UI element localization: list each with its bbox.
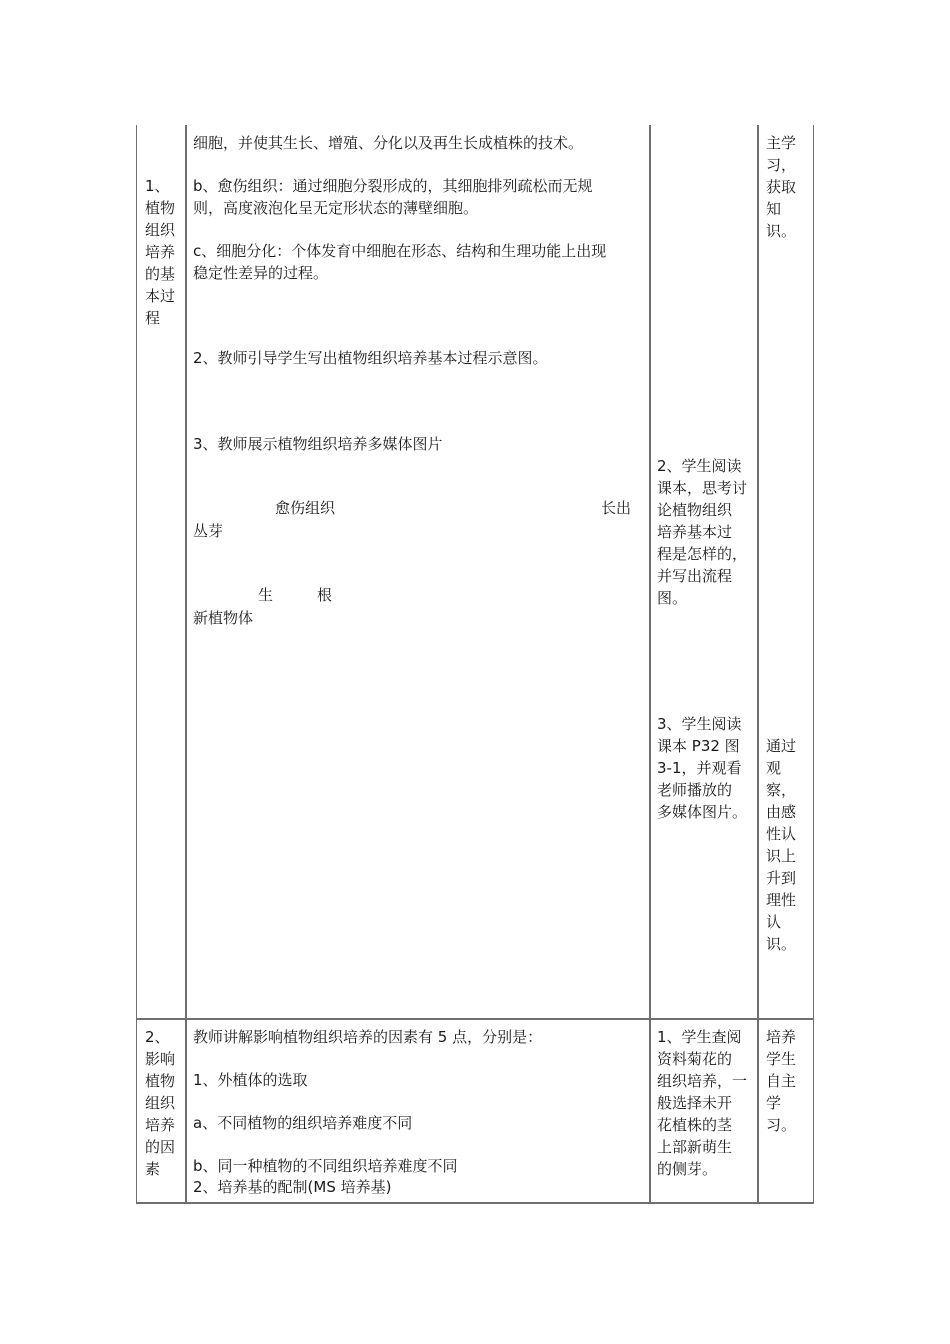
student-activity-2: 2、学生阅读 课本，思考讨 论植物组织 培养基本过 程是怎样的， 并写出流程 图。	[657, 457, 748, 607]
purpose-1: 主学 习， 获取 知 识。	[766, 134, 797, 240]
table-border-left	[136, 125, 137, 1203]
row-divider	[136, 1018, 814, 1020]
diagram-label-produce: 生	[258, 586, 274, 604]
diagram-label-root: 根	[317, 586, 333, 604]
teacher-text-callus-1: b、愈伤组织：通过细胞分裂形成的，其细胞排列疏松而无规	[193, 177, 593, 195]
diagram-label-new-plant: 新植物体	[193, 609, 254, 627]
teacher-factor-1: 1、外植体的选取	[193, 1071, 308, 1089]
purpose-2: 通过 观 察， 由感 性认 识上 升到 理性 认 识。	[766, 737, 797, 953]
teacher-factor-1b: b、同一种植物的不同组织培养难度不同	[193, 1157, 458, 1175]
student-activity-row2: 1、学生查阅 资料菊花的 组织培养，一 般选择未开 花植株的茎 上部新萌生 的侧芽。	[657, 1028, 748, 1178]
teacher-factor-1a: a、不同植物的组织培养难度不同	[193, 1114, 413, 1132]
column-divider-3	[757, 125, 759, 1203]
table-border-bottom	[136, 1202, 814, 1204]
teacher-text-callus-2: 则，高度液泡化呈无定形状态的薄壁细胞。	[193, 199, 479, 217]
teacher-text-differentiation-1: c、细胞分化：个体发育中细胞在形态、结构和生理功能上出现	[193, 242, 607, 260]
teacher-item-3: 3、教师展示植物组织培养多媒体图片	[193, 435, 443, 453]
row2-topic: 2、 影响 植物 组织 培养 的因 素	[145, 1028, 176, 1178]
student-activity-3: 3、学生阅读 课本 P32 图 3-1，并观看 老师播放的 多媒体图片。	[657, 715, 748, 821]
table-border-right	[813, 125, 814, 1203]
teacher-text-differentiation-2: 稳定性差异的过程。	[193, 264, 329, 282]
diagram-label-shoots: 丛芽	[193, 522, 224, 540]
diagram-label-grow: 长出	[601, 499, 632, 517]
diagram-label-callus: 愈伤组织	[275, 499, 336, 517]
row1-topic: 1、 植物 组织 培养 的基 本过 程	[145, 177, 176, 327]
teacher-factors-intro: 教师讲解影响植物组织培养的因素有 5 点，分别是：	[193, 1028, 543, 1046]
teacher-text-definition: 细胞，并使其生长、增殖、分化以及再生长成植株的技术。	[193, 134, 584, 152]
teacher-factor-2: 2、培养基的配制(MS 培养基)	[193, 1178, 392, 1196]
teacher-item-2: 2、教师引导学生写出植物组织培养基本过程示意图。	[193, 349, 548, 367]
purpose-row2: 培养 学生 自主 学 习。	[766, 1028, 797, 1134]
column-divider-2	[649, 125, 651, 1203]
column-divider-1	[185, 125, 187, 1203]
